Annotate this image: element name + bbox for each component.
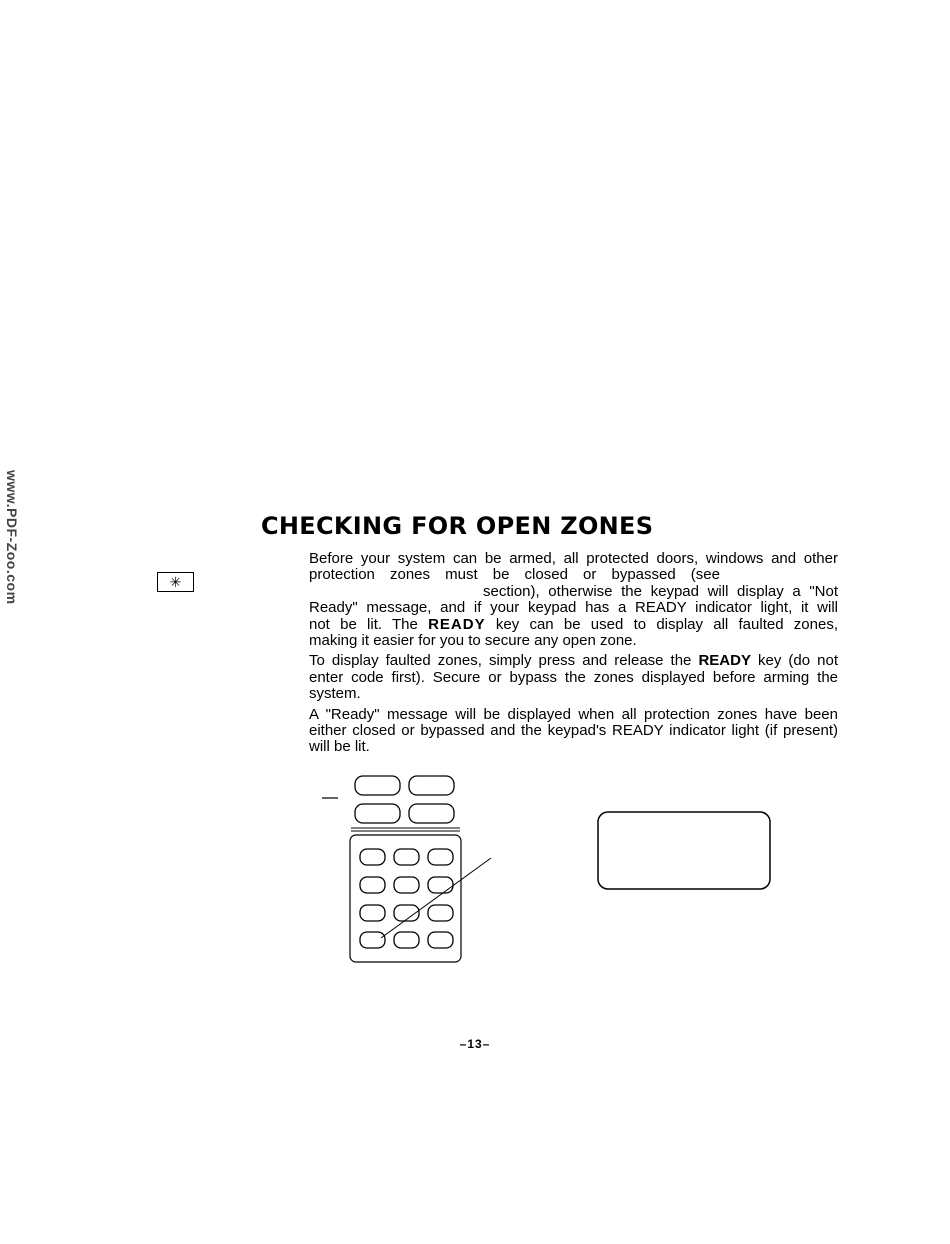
numeric-key — [428, 849, 453, 865]
watermark: www.PDF-Zoo.com — [4, 470, 20, 605]
paragraph-1-line-2: protection zones must be closed or bypassed (see — [309, 566, 720, 584]
paragraph-1-line-1: Before your system can be armed, all protected doors, windows and other — [309, 550, 838, 567]
numeric-key — [428, 932, 453, 948]
paragraph-2-text-a: To display faulted zones, simply press and release the — [309, 652, 699, 670]
numeric-key — [360, 849, 385, 865]
display-box — [598, 812, 770, 889]
paragraph-1-line-6: making it easier for you to secure any open zone. — [309, 632, 637, 650]
numeric-key — [394, 932, 419, 948]
paragraph-1-line-4: Ready" message, and if your keypad has a READY indicator light, it will — [309, 599, 838, 617]
function-keys — [355, 776, 454, 823]
numeric-key — [360, 932, 385, 948]
numeric-key — [360, 877, 385, 893]
numeric-key — [360, 905, 385, 921]
page-number: –13– — [459, 1037, 491, 1051]
numeric-key — [394, 849, 419, 865]
numeric-key — [394, 877, 419, 893]
paragraph-1-line-3: section), otherwise the keypad will display a "Not — [483, 582, 838, 600]
function-key — [355, 776, 400, 795]
paragraph-2-text-b: key (do not enter code first). Secure or bypass the zones displayed before arming the system. — [309, 652, 838, 703]
paragraph-1-line-5-text-a: not be lit. The — [309, 615, 429, 633]
function-key — [409, 804, 454, 823]
ready-key-label: READY — [428, 615, 486, 633]
paragraph-1-line-5-text-b: key can be used to display all faulted zones, — [485, 615, 838, 633]
star-key-icon: ✳ — [157, 572, 194, 592]
numeric-key — [428, 877, 453, 893]
ready-key-label-2: READY — [698, 652, 751, 670]
numeric-key — [428, 905, 453, 921]
function-key — [409, 776, 454, 795]
section-title: CHECKING FOR OPEN ZONES — [261, 512, 654, 540]
paragraph-3: A "Ready" message will be displayed when all protection zones have been either closed or bypassed and the keypad's READY indicator light (if present) will be lit. — [309, 705, 838, 756]
function-key — [355, 804, 400, 823]
